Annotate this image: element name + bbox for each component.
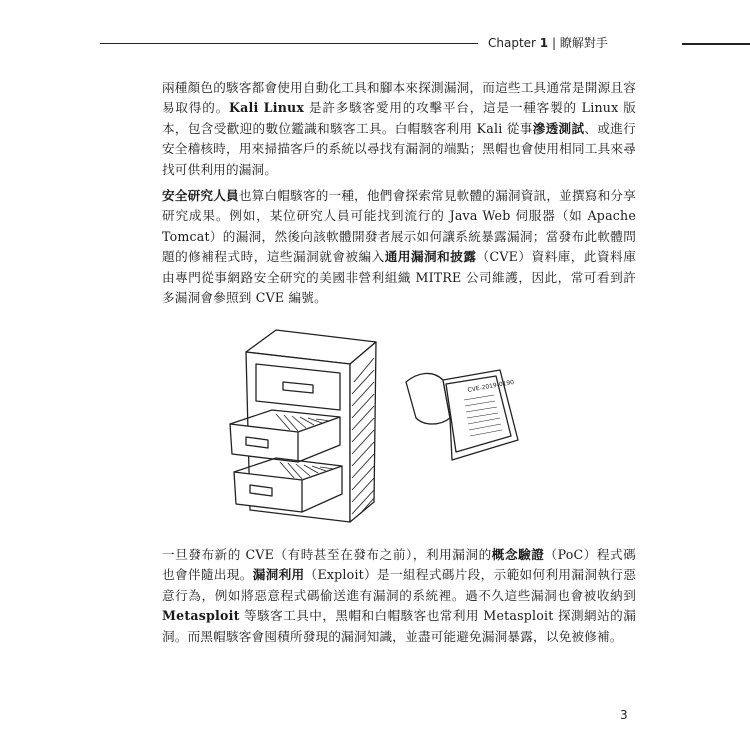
term-metasploit: Metasploit bbox=[162, 608, 240, 624]
header-rule-right bbox=[682, 43, 750, 45]
paragraph-kali-linux: 兩種顏色的駭客都會使用自動化工具和腳本來探測漏洞，而這些工具通常是開源且容易取得的。Kali Linux 是許多駭客愛用的攻擊平台，這是一種客製的 Linux 版本，包含受歡迎的數位鑑識和駭客工具。白帽駭客利用 Kali 從事滲透測試、或進行安全稽核時，用來掃描客戶的系統以尋找有漏洞的端點；黑帽也會使用相同工具來尋找可供利用的漏洞。 bbox=[162, 80, 636, 177]
term-penetration-testing: 滲透測試 bbox=[532, 120, 585, 136]
chapter-title: 瞭解對手 bbox=[559, 36, 608, 50]
running-header bbox=[100, 34, 650, 54]
term-poc: 概念驗證 bbox=[491, 547, 545, 562]
page-number: 3 bbox=[620, 708, 628, 722]
chapter-prefix: Chapter bbox=[488, 36, 540, 50]
paragraph-security-researchers: 安全研究人員也算白帽駭客的一種，他們會探索常見軟體的漏洞資訊，並撰寫和分享研究成果。例如，某位研究人員可能找到流行的 Java Web 伺服器（如 Apache Tomcat）的漏洞，然後向該軟體開發者展示如何讓系統暴露漏洞；當發布此軟體問題的修補程式時，這些漏洞就會被編入通用漏洞和披露（CVE）資料庫，此資料庫由專門從事網路安全研究的美國非營利組織 MITRE 公司維護，因此，常可看到許多漏洞會參照到 CVE 編號。 bbox=[162, 188, 637, 306]
filing-cabinet-drawing bbox=[228, 322, 528, 537]
chapter-separator: | bbox=[548, 36, 560, 50]
chapter-number: 1 bbox=[539, 36, 549, 50]
term-cve: 通用漏洞和披露 bbox=[384, 249, 477, 265]
term-kali-linux: Kali Linux bbox=[229, 100, 305, 116]
cve-document-label: CVE-2019-0190 bbox=[467, 378, 515, 394]
header-rule-left bbox=[100, 43, 478, 44]
term-security-researchers: 安全研究人員 bbox=[162, 188, 239, 203]
chapter-heading bbox=[488, 34, 608, 52]
filing-cabinet-illustration bbox=[228, 322, 528, 537]
term-exploit: 漏洞利用 bbox=[252, 567, 305, 583]
paragraph-exploits: 一旦發布新的 CVE（有時甚至在發布之前），利用漏洞的概念驗證（PoC）程式碼也會伴隨出現。漏洞利用（Exploit）是一組程式碼片段，示範如何利用漏洞執行惡意行為，例如將惡意程式碼偷送進有漏洞的系統裡。過不久這些漏洞也會被收納到 Metasploit 等駭客工具中，黑帽和白帽駭客也常利用 Metasploit 探測網站的漏洞。而黑帽駭客會囤積所發現的漏洞知識，並盡可能避免漏洞暴露，以免被修補。 bbox=[162, 547, 637, 644]
